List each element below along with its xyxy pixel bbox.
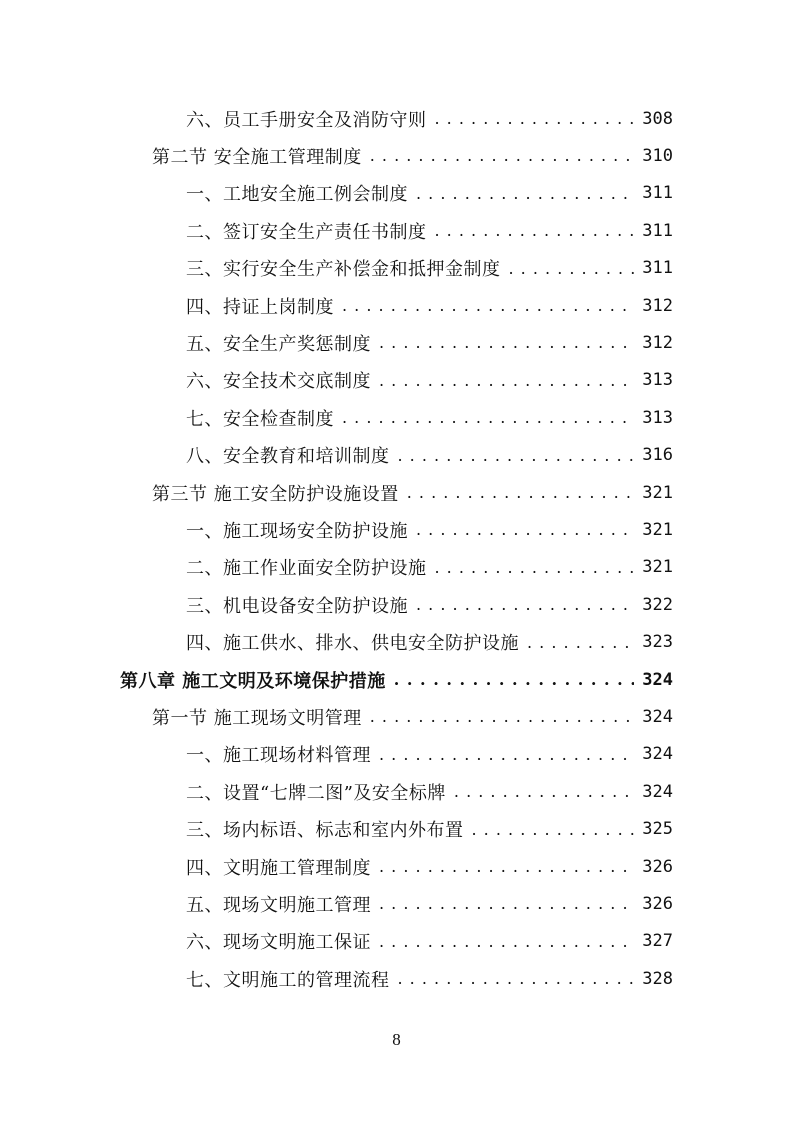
dot-leader <box>435 109 635 128</box>
toc-entry-page-number: 324 <box>642 706 673 727</box>
dot-leader <box>370 707 635 726</box>
toc-entry-title: 六、员工手册安全及消防守则 <box>186 109 427 131</box>
toc-entry[interactable] <box>186 437 673 474</box>
toc-entry-title: 三、实行安全生产补偿金和抵押金制度 <box>186 259 501 281</box>
toc-entry[interactable] <box>186 960 673 997</box>
dot-leader <box>435 221 635 240</box>
dot-leader <box>454 782 634 801</box>
toc-entry-title: 三、机电设备安全防护设施 <box>186 595 408 617</box>
toc-entry-title: 四、持证上岗制度 <box>186 296 334 318</box>
toc-entry-title: 三、场内标语、标志和室内外布置 <box>186 820 464 842</box>
dot-leader <box>394 670 635 689</box>
toc-entry-title: 四、施工供水、排水、供电安全防护设施 <box>186 633 519 655</box>
toc-entry-title: 一、施工现场材料管理 <box>186 745 371 767</box>
toc-entry-title: 五、现场文明施工管理 <box>186 894 371 916</box>
toc-entry-page-number: 311 <box>642 220 673 241</box>
toc-entry[interactable] <box>186 511 673 548</box>
toc-entry-title: 第三节 施工安全防护设施设置 <box>152 483 399 505</box>
dot-leader <box>527 633 634 652</box>
toc-entry-page-number: 312 <box>642 295 673 316</box>
dot-leader <box>472 820 635 839</box>
toc-entry[interactable] <box>186 736 673 773</box>
toc-entry-page-number: 321 <box>642 519 673 540</box>
toc-entry-page-number: 322 <box>642 594 673 615</box>
toc-entry[interactable] <box>186 175 673 212</box>
toc-entry-title: 二、设置“七牌二图”及安全标牌 <box>186 782 446 804</box>
dot-leader <box>435 558 635 577</box>
toc-entry-title: 四、文明施工管理制度 <box>186 857 371 879</box>
toc-entry-page-number: 311 <box>642 258 673 279</box>
toc-entry-page-number: 321 <box>642 557 673 578</box>
dot-leader <box>379 894 634 913</box>
toc-entry-page-number: 328 <box>642 968 673 989</box>
toc-entry-page-number: 323 <box>642 632 673 653</box>
toc-entry[interactable] <box>186 773 673 810</box>
dot-leader <box>416 184 634 203</box>
toc-entry-page-number: 308 <box>642 108 673 129</box>
dot-leader <box>379 932 634 951</box>
toc-entry-title: 一、工地安全施工例会制度 <box>186 184 408 206</box>
toc-entry-page-number: 313 <box>642 370 673 391</box>
toc-entry-page-number: 326 <box>642 856 673 877</box>
toc-entry-page-number: 312 <box>642 332 673 353</box>
dot-leader <box>342 408 634 427</box>
toc-entry-title: 二、施工作业面安全防护设施 <box>186 558 427 580</box>
toc-entry[interactable] <box>120 661 673 698</box>
dot-leader <box>398 969 635 988</box>
toc-entry[interactable] <box>186 811 673 848</box>
toc-entry[interactable] <box>186 885 673 922</box>
dot-leader <box>407 483 635 502</box>
toc-entry-title: 六、现场文明施工保证 <box>186 932 371 954</box>
toc-entry-title: 第八章 施工文明及环境保护措施 <box>120 670 386 692</box>
toc-entry[interactable] <box>186 586 673 623</box>
toc-entry-title: 一、施工现场安全防护设施 <box>186 520 408 542</box>
toc-entry[interactable] <box>186 212 673 249</box>
toc-entry-title: 七、安全检查制度 <box>186 408 334 430</box>
dot-leader <box>509 259 635 278</box>
toc-entry-page-number: 321 <box>642 482 673 503</box>
toc-entry-page-number: 324 <box>642 669 673 690</box>
toc-entry-page-number: 313 <box>642 407 673 428</box>
toc-entry[interactable] <box>186 287 673 324</box>
toc-entry[interactable] <box>186 250 673 287</box>
toc-entry-page-number: 324 <box>642 781 673 802</box>
dot-leader <box>398 446 635 465</box>
toc-entry-page-number: 311 <box>642 183 673 204</box>
toc-entry[interactable] <box>186 624 673 661</box>
toc-entry-page-number: 316 <box>642 445 673 466</box>
toc-entry-title: 二、签订安全生产责任书制度 <box>186 221 427 243</box>
toc-entry-title: 五、安全生产奖惩制度 <box>186 333 371 355</box>
toc-entry[interactable] <box>186 399 673 436</box>
toc-entry-title: 七、文明施工的管理流程 <box>186 969 390 991</box>
dot-leader <box>379 857 634 876</box>
toc-entry-title: 第一节 施工现场文明管理 <box>152 707 362 729</box>
toc-entry[interactable] <box>152 474 673 511</box>
toc-entry-title: 八、安全教育和培训制度 <box>186 446 390 468</box>
toc-entry[interactable] <box>186 324 673 361</box>
toc-entry[interactable] <box>186 362 673 399</box>
dot-leader <box>379 333 634 352</box>
toc-entry[interactable] <box>186 549 673 586</box>
toc-entry[interactable] <box>152 137 673 174</box>
toc-entry-page-number: 325 <box>642 819 673 840</box>
dot-leader <box>379 745 634 764</box>
dot-leader <box>370 146 635 165</box>
toc-entry-page-number: 324 <box>642 744 673 765</box>
toc-entry[interactable] <box>186 923 673 960</box>
dot-leader <box>416 595 634 614</box>
dot-leader <box>379 371 634 390</box>
toc-entry[interactable] <box>152 698 673 735</box>
dot-leader <box>416 520 634 539</box>
toc-entry-page-number: 327 <box>642 931 673 952</box>
dot-leader <box>342 296 634 315</box>
page-number: 8 <box>392 1030 401 1049</box>
toc-entry[interactable] <box>186 100 673 137</box>
toc-entry-title: 六、安全技术交底制度 <box>186 371 371 393</box>
toc-entry-page-number: 310 <box>642 145 673 166</box>
toc-entry[interactable] <box>186 848 673 885</box>
toc-entry-title: 第二节 安全施工管理制度 <box>152 146 362 168</box>
toc-entry-page-number: 326 <box>642 893 673 914</box>
